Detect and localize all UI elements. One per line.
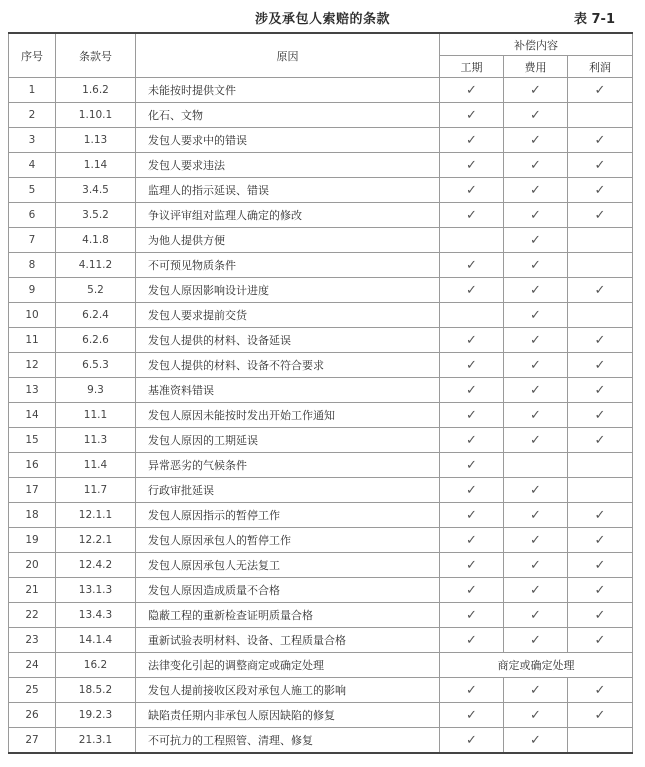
row-reason: 不可预见物质条件 bbox=[136, 253, 440, 278]
row-clause: 4.11.2 bbox=[56, 253, 136, 278]
cell-duration bbox=[440, 278, 504, 303]
cell-duration bbox=[440, 453, 504, 478]
check-icon: ✓ bbox=[466, 607, 477, 623]
row-index: 8 bbox=[9, 253, 56, 278]
check-icon: ✓ bbox=[594, 607, 606, 623]
cell-duration bbox=[440, 103, 504, 128]
row-clause: 1.10.1 bbox=[56, 103, 136, 128]
table-row bbox=[9, 578, 633, 603]
row-index: 26 bbox=[9, 703, 56, 728]
row-clause: 14.1.4 bbox=[56, 628, 136, 653]
cell-duration bbox=[440, 78, 504, 103]
table-title: 涉及承包人索赔的条款 bbox=[254, 12, 390, 27]
cell-cost bbox=[504, 78, 568, 103]
table-row bbox=[9, 653, 633, 678]
row-reason: 为他人提供方便 bbox=[136, 228, 440, 253]
cell-profit bbox=[568, 603, 633, 628]
row-index: 6 bbox=[9, 203, 56, 228]
row-reason: 隐蔽工程的重新检查证明质量合格 bbox=[136, 603, 440, 628]
table-row bbox=[9, 178, 633, 203]
cell-profit bbox=[568, 303, 633, 328]
row-reason: 法律变化引起的调整商定或确定处理 bbox=[136, 653, 440, 678]
cell-profit bbox=[568, 703, 633, 728]
cell-cost bbox=[504, 453, 568, 478]
cell-duration bbox=[440, 553, 504, 578]
cell-duration bbox=[440, 603, 504, 628]
cell-cost bbox=[504, 178, 568, 203]
check-icon: ✓ bbox=[594, 357, 606, 373]
row-clause: 11.4 bbox=[56, 453, 136, 478]
row-clause: 12.1.1 bbox=[56, 503, 136, 528]
row-reason: 缺陷责任期内非承包人原因缺陷的修复 bbox=[136, 703, 440, 728]
row-clause: 12.4.2 bbox=[56, 553, 136, 578]
row-index: 18 bbox=[9, 503, 56, 528]
row-reason: 发包人原因承包人的暂停工作 bbox=[136, 528, 440, 553]
cell-cost bbox=[504, 228, 568, 253]
cell-profit bbox=[568, 153, 633, 178]
check-icon: ✓ bbox=[594, 582, 606, 598]
row-clause: 18.5.2 bbox=[56, 678, 136, 703]
row-clause: 12.2.1 bbox=[56, 528, 136, 553]
check-icon: ✓ bbox=[466, 357, 477, 373]
table-row bbox=[9, 303, 633, 328]
check-icon: ✓ bbox=[530, 282, 541, 298]
cell-duration bbox=[440, 378, 504, 403]
check-icon: ✓ bbox=[466, 257, 477, 273]
cell-profit bbox=[568, 478, 633, 503]
cell-cost bbox=[504, 278, 568, 303]
cell-profit bbox=[568, 278, 633, 303]
row-index: 9 bbox=[9, 278, 56, 303]
check-icon: ✓ bbox=[466, 382, 477, 398]
header-row-1 bbox=[9, 33, 633, 56]
table-row bbox=[9, 403, 633, 428]
cell-profit bbox=[568, 528, 633, 553]
row-index: 23 bbox=[9, 628, 56, 653]
check-icon: ✓ bbox=[530, 732, 541, 748]
table-row bbox=[9, 703, 633, 728]
check-icon: ✓ bbox=[530, 332, 541, 348]
row-clause: 6.2.4 bbox=[56, 303, 136, 328]
cell-cost bbox=[504, 628, 568, 653]
row-clause: 3.4.5 bbox=[56, 178, 136, 203]
row-index: 10 bbox=[9, 303, 56, 328]
check-icon: ✓ bbox=[594, 82, 606, 98]
cell-duration bbox=[440, 128, 504, 153]
table-row bbox=[9, 678, 633, 703]
title-row bbox=[0, 6, 645, 32]
cell-duration bbox=[440, 478, 504, 503]
header-profit: 利润 bbox=[568, 56, 633, 78]
cell-duration bbox=[440, 728, 504, 754]
table-row bbox=[9, 353, 633, 378]
row-index: 17 bbox=[9, 478, 56, 503]
check-icon: ✓ bbox=[594, 382, 606, 398]
cell-cost bbox=[504, 478, 568, 503]
check-icon: ✓ bbox=[466, 182, 477, 198]
check-icon: ✓ bbox=[466, 207, 477, 223]
row-index: 22 bbox=[9, 603, 56, 628]
row-index: 27 bbox=[9, 728, 56, 754]
check-icon: ✓ bbox=[594, 632, 606, 648]
cell-duration bbox=[440, 528, 504, 553]
check-icon: ✓ bbox=[466, 132, 477, 148]
check-icon: ✓ bbox=[530, 157, 541, 173]
row-index: 20 bbox=[9, 553, 56, 578]
cell-profit bbox=[568, 178, 633, 203]
header-compensation: 补偿内容 bbox=[440, 33, 633, 56]
cell-cost bbox=[504, 378, 568, 403]
cell-duration bbox=[440, 203, 504, 228]
header-duration: 工期 bbox=[440, 56, 504, 78]
row-index: 4 bbox=[9, 153, 56, 178]
cell-cost bbox=[504, 303, 568, 328]
check-icon: ✓ bbox=[466, 157, 477, 173]
table-row bbox=[9, 253, 633, 278]
row-index: 11 bbox=[9, 328, 56, 353]
cell-profit bbox=[568, 728, 633, 754]
check-icon: ✓ bbox=[530, 682, 541, 698]
cell-duration bbox=[440, 178, 504, 203]
row-reason: 发包人提供的材料、设备延误 bbox=[136, 328, 440, 353]
check-icon: ✓ bbox=[594, 532, 606, 548]
cell-profit bbox=[568, 353, 633, 378]
check-icon: ✓ bbox=[530, 632, 541, 648]
table-row bbox=[9, 328, 633, 353]
row-index: 25 bbox=[9, 678, 56, 703]
cell-cost bbox=[504, 103, 568, 128]
cell-duration bbox=[440, 703, 504, 728]
header-clause: 条款号 bbox=[56, 33, 136, 78]
cell-duration bbox=[440, 228, 504, 253]
row-clause: 13.1.3 bbox=[56, 578, 136, 603]
check-icon: ✓ bbox=[594, 682, 606, 698]
cell-profit bbox=[568, 403, 633, 428]
row-index: 14 bbox=[9, 403, 56, 428]
row-reason: 发包人原因造成质量不合格 bbox=[136, 578, 440, 603]
table-row bbox=[9, 453, 633, 478]
check-icon: ✓ bbox=[594, 507, 606, 523]
table-row bbox=[9, 528, 633, 553]
row-reason: 监理人的指示延误、错误 bbox=[136, 178, 440, 203]
header-reason: 原因 bbox=[136, 33, 440, 78]
cell-duration bbox=[440, 328, 504, 353]
check-icon: ✓ bbox=[466, 557, 477, 573]
check-icon: ✓ bbox=[530, 382, 541, 398]
cell-duration bbox=[440, 428, 504, 453]
cell-duration bbox=[440, 303, 504, 328]
cell-cost bbox=[504, 678, 568, 703]
cell-cost bbox=[504, 253, 568, 278]
row-clause: 13.4.3 bbox=[56, 603, 136, 628]
row-reason: 发包人原因未能按时发出开始工作通知 bbox=[136, 403, 440, 428]
row-index: 19 bbox=[9, 528, 56, 553]
table-number: 表 7-1 bbox=[573, 12, 615, 27]
row-clause: 3.5.2 bbox=[56, 203, 136, 228]
row-clause: 1.13 bbox=[56, 128, 136, 153]
cell-cost bbox=[504, 428, 568, 453]
check-icon: ✓ bbox=[530, 407, 541, 423]
row-reason: 发包人要求提前交货 bbox=[136, 303, 440, 328]
cell-profit bbox=[568, 228, 633, 253]
cell-duration bbox=[440, 403, 504, 428]
row-merged-compensation: 商定或确定处理 bbox=[440, 653, 633, 678]
row-clause: 21.3.1 bbox=[56, 728, 136, 754]
row-reason: 重新试验表明材料、设备、工程质量合格 bbox=[136, 628, 440, 653]
check-icon: ✓ bbox=[530, 107, 541, 123]
row-index: 12 bbox=[9, 353, 56, 378]
cell-cost bbox=[504, 578, 568, 603]
claims-table bbox=[8, 32, 633, 754]
row-index: 5 bbox=[9, 178, 56, 203]
row-reason: 行政审批延误 bbox=[136, 478, 440, 503]
cell-cost bbox=[504, 728, 568, 754]
row-clause: 19.2.3 bbox=[56, 703, 136, 728]
check-icon: ✓ bbox=[594, 182, 606, 198]
check-icon: ✓ bbox=[594, 157, 606, 173]
check-icon: ✓ bbox=[466, 632, 477, 648]
check-icon: ✓ bbox=[530, 257, 541, 273]
table-row bbox=[9, 153, 633, 178]
table-row bbox=[9, 628, 633, 653]
header-index: 序号 bbox=[9, 33, 56, 78]
row-reason: 发包人原因的工期延误 bbox=[136, 428, 440, 453]
row-index: 24 bbox=[9, 653, 56, 678]
check-icon: ✓ bbox=[466, 282, 477, 298]
row-clause: 1.6.2 bbox=[56, 78, 136, 103]
cell-cost bbox=[504, 553, 568, 578]
check-icon: ✓ bbox=[466, 432, 477, 448]
check-icon: ✓ bbox=[530, 557, 541, 573]
row-index: 13 bbox=[9, 378, 56, 403]
check-icon: ✓ bbox=[466, 407, 477, 423]
table-row bbox=[9, 428, 633, 453]
check-icon: ✓ bbox=[594, 557, 606, 573]
cell-duration bbox=[440, 153, 504, 178]
table-row bbox=[9, 728, 633, 754]
row-reason: 争议评审组对监理人确定的修改 bbox=[136, 203, 440, 228]
cell-profit bbox=[568, 103, 633, 128]
cell-profit bbox=[568, 553, 633, 578]
check-icon: ✓ bbox=[530, 532, 541, 548]
row-index: 21 bbox=[9, 578, 56, 603]
check-icon: ✓ bbox=[594, 332, 606, 348]
cell-cost bbox=[504, 328, 568, 353]
table-row bbox=[9, 103, 633, 128]
row-reason: 不可抗力的工程照管、清理、修复 bbox=[136, 728, 440, 754]
row-index: 1 bbox=[9, 78, 56, 103]
check-icon: ✓ bbox=[466, 332, 477, 348]
row-reason: 发包人要求中的错误 bbox=[136, 128, 440, 153]
row-reason: 发包人提前接收区段对承包人施工的影响 bbox=[136, 678, 440, 703]
cell-cost bbox=[504, 203, 568, 228]
header-cost: 费用 bbox=[504, 56, 568, 78]
cell-cost bbox=[504, 503, 568, 528]
check-icon: ✓ bbox=[594, 407, 606, 423]
check-icon: ✓ bbox=[530, 82, 541, 98]
check-icon: ✓ bbox=[530, 232, 541, 248]
row-reason: 发包人原因指示的暂停工作 bbox=[136, 503, 440, 528]
check-icon: ✓ bbox=[594, 207, 606, 223]
cell-duration bbox=[440, 578, 504, 603]
cell-duration bbox=[440, 678, 504, 703]
row-clause: 6.2.6 bbox=[56, 328, 136, 353]
check-icon: ✓ bbox=[466, 82, 477, 98]
row-clause: 11.1 bbox=[56, 403, 136, 428]
cell-cost bbox=[504, 528, 568, 553]
row-reason: 异常恶劣的气候条件 bbox=[136, 453, 440, 478]
cell-profit bbox=[568, 128, 633, 153]
cell-profit bbox=[568, 503, 633, 528]
cell-cost bbox=[504, 403, 568, 428]
cell-profit bbox=[568, 328, 633, 353]
row-reason: 发包人要求违法 bbox=[136, 153, 440, 178]
check-icon: ✓ bbox=[530, 582, 541, 598]
check-icon: ✓ bbox=[530, 482, 541, 498]
table-row bbox=[9, 278, 633, 303]
row-clause: 11.3 bbox=[56, 428, 136, 453]
row-reason: 基准资料错误 bbox=[136, 378, 440, 403]
row-reason: 化石、文物 bbox=[136, 103, 440, 128]
row-index: 3 bbox=[9, 128, 56, 153]
row-clause: 9.3 bbox=[56, 378, 136, 403]
check-icon: ✓ bbox=[466, 707, 477, 723]
row-index: 2 bbox=[9, 103, 56, 128]
row-clause: 5.2 bbox=[56, 278, 136, 303]
check-icon: ✓ bbox=[594, 282, 606, 298]
check-icon: ✓ bbox=[530, 357, 541, 373]
table-row bbox=[9, 228, 633, 253]
row-clause: 11.7 bbox=[56, 478, 136, 503]
cell-profit bbox=[568, 203, 633, 228]
row-index: 15 bbox=[9, 428, 56, 453]
row-clause: 4.1.8 bbox=[56, 228, 136, 253]
cell-profit bbox=[568, 628, 633, 653]
cell-profit bbox=[568, 378, 633, 403]
row-clause: 1.14 bbox=[56, 153, 136, 178]
check-icon: ✓ bbox=[594, 132, 606, 148]
cell-profit bbox=[568, 578, 633, 603]
cell-profit bbox=[568, 428, 633, 453]
check-icon: ✓ bbox=[530, 132, 541, 148]
row-index: 16 bbox=[9, 453, 56, 478]
check-icon: ✓ bbox=[466, 682, 477, 698]
row-clause: 6.5.3 bbox=[56, 353, 136, 378]
table-row bbox=[9, 553, 633, 578]
row-reason: 发包人提供的材料、设备不符合要求 bbox=[136, 353, 440, 378]
cell-profit bbox=[568, 678, 633, 703]
table-body bbox=[9, 78, 633, 754]
check-icon: ✓ bbox=[530, 432, 541, 448]
cell-duration bbox=[440, 503, 504, 528]
check-icon: ✓ bbox=[466, 107, 477, 123]
check-icon: ✓ bbox=[466, 482, 477, 498]
row-clause: 16.2 bbox=[56, 653, 136, 678]
check-icon: ✓ bbox=[466, 457, 477, 473]
check-icon: ✓ bbox=[594, 707, 606, 723]
table-row bbox=[9, 478, 633, 503]
table-row bbox=[9, 503, 633, 528]
check-icon: ✓ bbox=[530, 707, 541, 723]
row-reason: 发包人原因承包人无法复工 bbox=[136, 553, 440, 578]
check-icon: ✓ bbox=[466, 582, 477, 598]
table-row bbox=[9, 603, 633, 628]
cell-cost bbox=[504, 128, 568, 153]
table-row bbox=[9, 78, 633, 103]
check-icon: ✓ bbox=[530, 607, 541, 623]
check-icon: ✓ bbox=[530, 207, 541, 223]
table-row bbox=[9, 128, 633, 153]
check-icon: ✓ bbox=[530, 507, 541, 523]
table-row bbox=[9, 203, 633, 228]
check-icon: ✓ bbox=[466, 732, 477, 748]
cell-profit bbox=[568, 453, 633, 478]
row-reason: 未能按时提供文件 bbox=[136, 78, 440, 103]
cell-profit bbox=[568, 78, 633, 103]
cell-duration bbox=[440, 353, 504, 378]
cell-cost bbox=[504, 353, 568, 378]
cell-duration bbox=[440, 628, 504, 653]
check-icon: ✓ bbox=[594, 432, 606, 448]
row-index: 7 bbox=[9, 228, 56, 253]
row-reason: 发包人原因影响设计进度 bbox=[136, 278, 440, 303]
cell-profit bbox=[568, 253, 633, 278]
table-row bbox=[9, 378, 633, 403]
cell-duration bbox=[440, 253, 504, 278]
check-icon: ✓ bbox=[466, 532, 477, 548]
check-icon: ✓ bbox=[530, 182, 541, 198]
check-icon: ✓ bbox=[530, 307, 541, 323]
cell-cost bbox=[504, 603, 568, 628]
cell-cost bbox=[504, 703, 568, 728]
check-icon: ✓ bbox=[466, 507, 477, 523]
cell-cost bbox=[504, 153, 568, 178]
